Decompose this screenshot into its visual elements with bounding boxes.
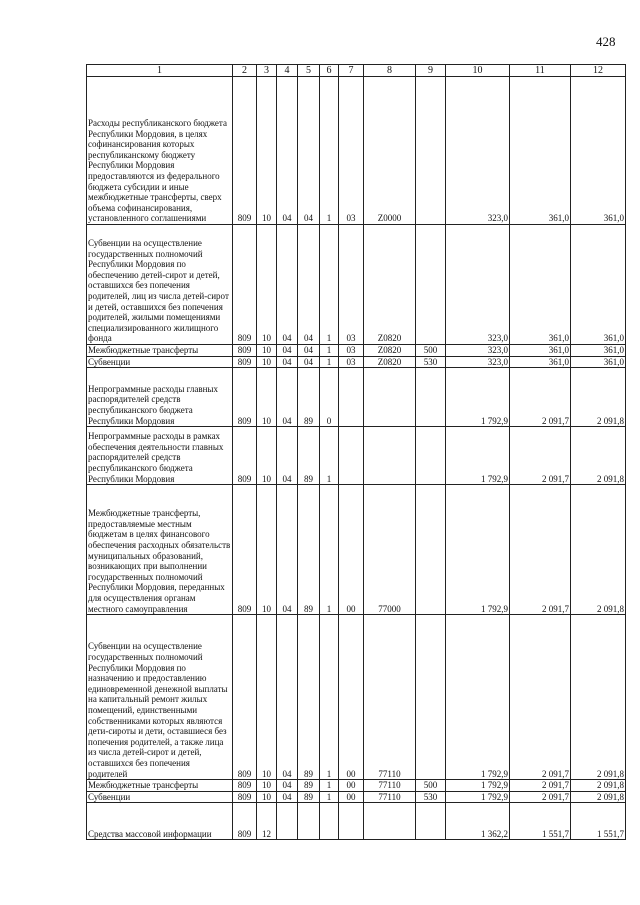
value-cell: 1 362,2 (446, 803, 510, 840)
value-cell: 89 (298, 485, 320, 615)
value-cell: 809 (233, 803, 257, 840)
value-cell: 809 (233, 356, 257, 368)
value-cell: 1 (320, 225, 339, 345)
value-cell: 1 (320, 427, 339, 485)
table-row (87, 368, 626, 427)
value-cell: 03 (339, 225, 364, 345)
value-cell: 04 (298, 77, 320, 225)
value-cell: 809 (233, 345, 257, 357)
column-header: 6 (320, 65, 339, 77)
value-cell: 10 (257, 356, 277, 368)
table-row (87, 345, 626, 357)
value-cell: 10 (257, 485, 277, 615)
value-cell: Z0820 (364, 225, 416, 345)
value-cell: 89 (298, 791, 320, 803)
column-header: 8 (364, 65, 416, 77)
value-cell: 03 (339, 345, 364, 357)
value-cell: 1 792,9 (446, 485, 510, 615)
value-cell: 809 (233, 615, 257, 780)
row-name-cell: Средства массовой информации (87, 803, 233, 840)
column-header: 12 (571, 65, 626, 77)
table-row (87, 356, 626, 368)
column-header: 5 (298, 65, 320, 77)
value-cell: Z0820 (364, 356, 416, 368)
value-cell: 1 (320, 791, 339, 803)
value-cell: 2 091,7 (510, 427, 571, 485)
value-cell: 1 (320, 345, 339, 357)
value-cell: 1 (320, 77, 339, 225)
page-number: 428 (596, 34, 616, 49)
value-cell: 2 091,7 (510, 368, 571, 427)
value-cell: 361,0 (571, 356, 626, 368)
value-cell: 89 (298, 780, 320, 792)
value-cell (364, 427, 416, 485)
value-cell (320, 803, 339, 840)
value-cell: 809 (233, 791, 257, 803)
value-cell: 04 (277, 615, 298, 780)
table-row (87, 791, 626, 803)
value-cell: 2 091,8 (571, 791, 626, 803)
column-header: 10 (446, 65, 510, 77)
value-cell: 04 (298, 356, 320, 368)
column-header: 7 (339, 65, 364, 77)
value-cell (339, 368, 364, 427)
column-header: 3 (257, 65, 277, 77)
value-cell: 04 (298, 225, 320, 345)
value-cell (416, 77, 446, 225)
value-cell (364, 368, 416, 427)
value-cell: 10 (257, 368, 277, 427)
value-cell: 77110 (364, 780, 416, 792)
value-cell: 04 (298, 345, 320, 357)
value-cell: Z0000 (364, 77, 416, 225)
value-cell: 12 (257, 803, 277, 840)
value-cell: 2 091,7 (510, 485, 571, 615)
table-row (87, 77, 626, 225)
value-cell: 04 (277, 77, 298, 225)
row-name-cell: Межбюджетные трансферты (87, 780, 233, 792)
value-cell (416, 803, 446, 840)
row-name-cell: Субвенции (87, 791, 233, 803)
row-name-cell: Субвенции на осуществление государственных полномочий Республики Мордовия по назначению и предоставлению единовременной денежной выплаты на капитальный ремонт жилых помещений, единственными собственниками которых являются дети-сироты и дети, оставшиеся без попечения родителей, а также лица из числа детей-сирот и детей, оставшихся без попечения родителей (87, 615, 233, 780)
column-header: 9 (416, 65, 446, 77)
table-row (87, 615, 626, 780)
value-cell: 2 091,8 (571, 427, 626, 485)
value-cell: 361,0 (510, 225, 571, 345)
budget-table (86, 64, 626, 840)
value-cell: 1 792,9 (446, 615, 510, 780)
column-header: 11 (510, 65, 571, 77)
value-cell: 323,0 (446, 77, 510, 225)
value-cell: 1 551,7 (510, 803, 571, 840)
value-cell: 2 091,7 (510, 780, 571, 792)
value-cell: 00 (339, 780, 364, 792)
value-cell: 10 (257, 791, 277, 803)
row-name-cell: Межбюджетные трансферты (87, 345, 233, 357)
table-row (87, 485, 626, 615)
value-cell (364, 803, 416, 840)
value-cell: 10 (257, 427, 277, 485)
value-cell: 77000 (364, 485, 416, 615)
value-cell: 361,0 (571, 77, 626, 225)
value-cell: 89 (298, 427, 320, 485)
value-cell: 1 (320, 615, 339, 780)
value-cell: 361,0 (510, 356, 571, 368)
value-cell: 04 (277, 345, 298, 357)
value-cell: 809 (233, 77, 257, 225)
row-name-cell: Субвенции на осуществление государственных полномочий Республики Мордовия по обеспечению детей-сирот и детей, оставшихся без попечения родителей, лиц из числа детей-сирот и детей, оставшихся без попечения родителей, жилыми помещениями специализированного жилищного фонда (87, 225, 233, 345)
value-cell: 500 (416, 345, 446, 357)
value-cell: 04 (277, 427, 298, 485)
value-cell: 2 091,8 (571, 368, 626, 427)
value-cell: 2 091,7 (510, 791, 571, 803)
value-cell: 323,0 (446, 225, 510, 345)
value-cell: 809 (233, 225, 257, 345)
row-name-cell: Расходы республиканского бюджета Республики Мордовия, в целях софинансирования которых республиканскому бюджету Республики Мордовия предоставляются из федерального бюджета субсидии и иные межбюджетные трансферты, сверх объема софинансирования, установленного соглашениями (87, 77, 233, 225)
value-cell: 10 (257, 345, 277, 357)
value-cell: 361,0 (571, 345, 626, 357)
value-cell: 00 (339, 485, 364, 615)
value-cell: 00 (339, 615, 364, 780)
value-cell: 77110 (364, 791, 416, 803)
value-cell (339, 803, 364, 840)
value-cell: 323,0 (446, 356, 510, 368)
table-row (87, 780, 626, 792)
row-name-cell: Непрограммные расходы главных распорядителей средств республиканского бюджета Республики Мордовия (87, 368, 233, 427)
value-cell: 2 091,7 (510, 615, 571, 780)
value-cell: 530 (416, 356, 446, 368)
value-cell: 323,0 (446, 345, 510, 357)
value-cell (416, 368, 446, 427)
value-cell: 0 (320, 368, 339, 427)
value-cell: 1 792,9 (446, 427, 510, 485)
column-header: 2 (233, 65, 257, 77)
value-cell: 809 (233, 485, 257, 615)
value-cell: 361,0 (510, 77, 571, 225)
value-cell: 10 (257, 780, 277, 792)
value-cell: 10 (257, 225, 277, 345)
value-cell: 10 (257, 615, 277, 780)
value-cell: 89 (298, 368, 320, 427)
value-cell: 89 (298, 615, 320, 780)
value-cell: 77110 (364, 615, 416, 780)
row-name-cell: Субвенции (87, 356, 233, 368)
value-cell: 04 (277, 356, 298, 368)
value-cell: 1 (320, 356, 339, 368)
value-cell: 1 (320, 485, 339, 615)
value-cell: 04 (277, 485, 298, 615)
value-cell: 361,0 (510, 345, 571, 357)
value-cell: 1 792,9 (446, 368, 510, 427)
table-row (87, 427, 626, 485)
value-cell: 2 091,8 (571, 485, 626, 615)
table-row (87, 225, 626, 345)
value-cell: 10 (257, 77, 277, 225)
value-cell (298, 803, 320, 840)
value-cell: Z0820 (364, 345, 416, 357)
row-name-cell: Непрограммные расходы в рамках обеспечения деятельности главных распорядителей средств республиканского бюджета Республики Мордовия (87, 427, 233, 485)
value-cell: 1 (320, 780, 339, 792)
value-cell (277, 803, 298, 840)
value-cell (339, 427, 364, 485)
value-cell: 1 551,7 (571, 803, 626, 840)
value-cell: 03 (339, 356, 364, 368)
header-row (87, 65, 626, 77)
value-cell: 2 091,8 (571, 615, 626, 780)
value-cell: 361,0 (571, 225, 626, 345)
column-header: 1 (87, 65, 233, 77)
value-cell: 809 (233, 780, 257, 792)
value-cell: 04 (277, 225, 298, 345)
value-cell (416, 615, 446, 780)
value-cell: 00 (339, 791, 364, 803)
value-cell: 809 (233, 368, 257, 427)
value-cell: 1 792,9 (446, 791, 510, 803)
value-cell (416, 485, 446, 615)
value-cell (416, 225, 446, 345)
value-cell: 04 (277, 791, 298, 803)
column-header: 4 (277, 65, 298, 77)
value-cell: 04 (277, 368, 298, 427)
value-cell: 04 (277, 780, 298, 792)
value-cell: 530 (416, 791, 446, 803)
value-cell: 03 (339, 77, 364, 225)
value-cell: 809 (233, 427, 257, 485)
value-cell (416, 427, 446, 485)
table-row (87, 803, 626, 840)
value-cell: 1 792,9 (446, 780, 510, 792)
value-cell: 2 091,8 (571, 780, 626, 792)
value-cell: 500 (416, 780, 446, 792)
row-name-cell: Межбюджетные трансферты, предоставляемые местным бюджетам в целях финансового обеспечения расходных обязательств муниципальных образований, возникающих при выполнении государственных полномочий Республики Мордовия, переданных для осуществления органам местного самоуправления (87, 485, 233, 615)
